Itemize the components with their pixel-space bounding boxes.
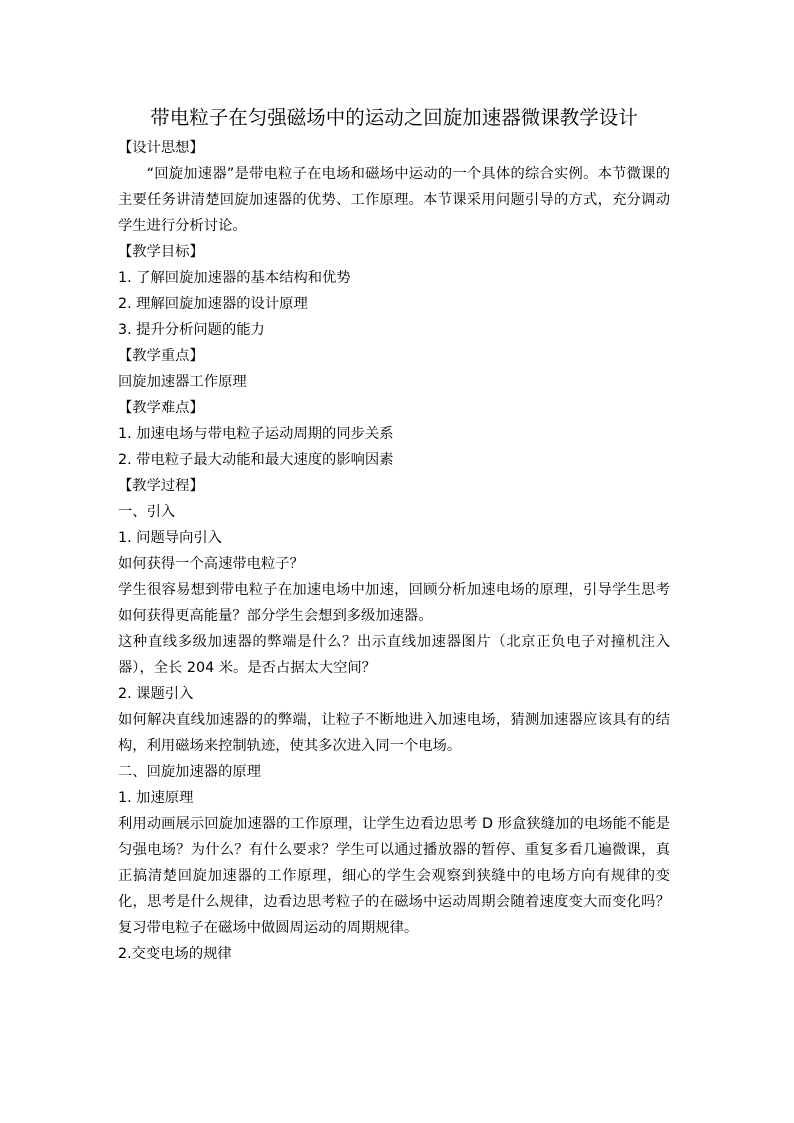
question-line: 如何获得一个高速带电粒子？: [118, 556, 304, 572]
section-heading: 二、回旋加速器的原理: [118, 764, 261, 780]
body-paragraph: 如何解决直线加速器的的弊端，让粒子不断地进入加速电场，猜测加速器应该具有的结构，利用磁场来控制轨迹，使其多次进入同一个电场。: [118, 712, 670, 754]
key-point-text: 回旋加速器工作原理: [118, 374, 247, 390]
goal-item: 3. 提升分析问题的能力: [118, 322, 265, 338]
design-heading: 【设计思想】: [118, 140, 204, 156]
subsection-heading: 1. 问题导向引入: [118, 530, 222, 546]
difficulty-item: 2. 带电粒子最大动能和最大速度的影响因素: [118, 452, 394, 468]
process-heading: 【教学过程】: [118, 478, 204, 494]
design-paragraph: “回旋加速器”是带电粒子在电场和磁场中运动的一个具体的综合实例。本节微课的主要任务讲清楚回旋加速器的优势、工作原理。本节课采用问题引导的方式，充分调动学生进行分析讨论。: [118, 166, 670, 234]
difficulty-heading: 【教学难点】: [118, 400, 204, 416]
goal-item: 2. 理解回旋加速器的设计原理: [118, 296, 308, 312]
difficulty-item: 1. 加速电场与带电粒子运动周期的同步关系: [118, 426, 394, 442]
subsection-heading: 1. 加速原理: [118, 790, 194, 806]
section-heading: 一、引入: [118, 504, 176, 520]
body-paragraph: 利用动画展示回旋加速器的工作原理，让学生边看边思考 D 形盒狭缝加的电场能不能是匀强电场？为什么？有什么要求？学生可以通过播放器的暂停、重复多看几遍微课，真正搞清楚回旋加速器的工作原理，细心的学生会观察到狭缝中的电场方向有规律的变化，思考是什么规律，边看边思考粒子的在磁场中运动周期会随着速度变大而变化吗？复习带电粒子在磁场中做圆周运动的周期规律。: [118, 816, 670, 936]
body-paragraph: 这种直线多级加速器的弊端是什么？出示直线加速器图片（北京正负电子对撞机注入器），全长 204 米。是否占据太大空间？: [118, 634, 670, 676]
goal-item: 1. 了解回旋加速器的基本结构和优势: [118, 270, 351, 286]
subsection-heading: 2. 课题引入: [118, 686, 194, 702]
document-title: 带电粒子在匀强磁场中的运动之回旋加速器微课教学设计: [150, 106, 638, 129]
key-point-heading: 【教学重点】: [118, 348, 204, 364]
body-paragraph: 学生很容易想到带电粒子在加速电场中加速，回顾分析加速电场的原理，引导学生思考如何获得更高能量？部分学生会想到多级加速器。: [118, 582, 670, 624]
document-body: [118, 104, 670, 967]
goals-heading: 【教学目标】: [118, 244, 204, 260]
subsection-heading: 2.交变电场的规律: [118, 946, 232, 962]
